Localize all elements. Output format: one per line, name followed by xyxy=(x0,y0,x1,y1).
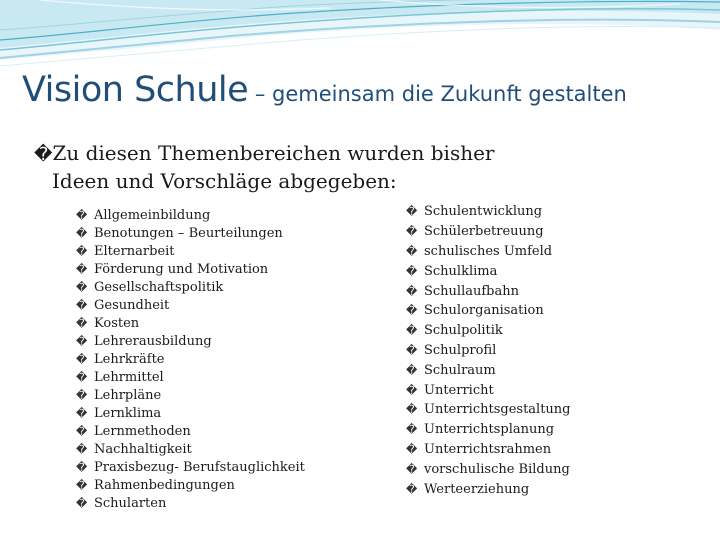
list-item-label: Allgemeinbildung xyxy=(94,207,211,223)
list-item-label: Lehrerausbildung xyxy=(94,333,212,349)
slide-title xyxy=(22,70,627,110)
list-item xyxy=(76,422,305,440)
list-item xyxy=(406,420,571,440)
bullet-icon: � xyxy=(406,304,418,318)
list-item xyxy=(76,386,305,404)
lead-line-1: Zu diesen Themenbereichen wurden bisher xyxy=(52,141,495,165)
bullet-icon: � xyxy=(406,343,418,357)
list-item xyxy=(406,281,571,301)
bullet-icon: � xyxy=(406,442,418,456)
list-item-label: Schulentwicklung xyxy=(424,204,543,220)
bullet-icon: � xyxy=(76,406,88,420)
list-item xyxy=(406,261,571,281)
list-item-label: Werteerziehung xyxy=(424,481,530,497)
list-item xyxy=(76,368,305,386)
list-item-label: Gesundheit xyxy=(94,297,170,313)
list-item-label: schulisches Umfeld xyxy=(424,243,553,259)
list-item-label: Lehrkräfte xyxy=(94,351,165,367)
list-item xyxy=(76,296,305,314)
list-item-label: Lernklima xyxy=(94,405,162,421)
list-item-label: Schulprofil xyxy=(424,342,497,358)
bullet-icon: � xyxy=(406,244,418,258)
list-item-label: Schulraum xyxy=(424,362,496,378)
bullet-icon: � xyxy=(34,144,53,165)
bullet-icon: � xyxy=(406,284,418,298)
bullet-icon: � xyxy=(406,482,418,496)
lead-paragraph xyxy=(34,140,634,194)
bullet-icon: � xyxy=(76,208,88,222)
list-item-label: Unterrichtsgestaltung xyxy=(424,402,571,418)
bullet-icon: � xyxy=(406,383,418,397)
list-item xyxy=(76,242,305,260)
list-item xyxy=(406,242,571,262)
list-item xyxy=(406,202,571,222)
list-item-label: Schulklima xyxy=(424,263,498,279)
bullet-icon: � xyxy=(76,262,88,276)
list-item-label: Schulorganisation xyxy=(424,303,544,319)
list-item-label: Schulpolitik xyxy=(424,323,503,339)
bullet-icon: � xyxy=(76,424,88,438)
list-item-label: Gesellschaftspolitik xyxy=(94,279,224,295)
bullet-icon: � xyxy=(76,334,88,348)
bullet-icon: � xyxy=(76,316,88,330)
list-item-label: Praxisbezug- Berufstauglichkeit xyxy=(94,459,305,475)
list-item-label: Elternarbeit xyxy=(94,243,175,259)
bullet-icon: � xyxy=(406,363,418,377)
list-item xyxy=(76,458,305,476)
list-item xyxy=(76,224,305,242)
list-item xyxy=(76,350,305,368)
bullet-icon: � xyxy=(76,442,88,456)
topic-list-right xyxy=(406,202,571,499)
bullet-icon: � xyxy=(406,205,418,219)
bullet-icon: � xyxy=(406,423,418,437)
list-item-label: Unterricht xyxy=(424,382,494,398)
bullet-icon: � xyxy=(406,324,418,338)
list-item xyxy=(406,222,571,242)
bullet-icon: � xyxy=(406,403,418,417)
title-subtitle: – gemeinsam die Zukunft gestalten xyxy=(248,82,627,106)
list-item-label: Schülerbetreuung xyxy=(424,224,544,240)
list-item xyxy=(76,260,305,278)
bullet-icon: � xyxy=(76,226,88,240)
list-item xyxy=(406,459,571,479)
list-item xyxy=(76,278,305,296)
list-item-label: Nachhaltigkeit xyxy=(94,441,192,457)
lead-line-2: Ideen und Vorschläge abgegeben: xyxy=(52,169,397,193)
bullet-icon: � xyxy=(76,280,88,294)
list-item-label: Schularten xyxy=(94,495,167,511)
bullet-icon: � xyxy=(76,388,88,402)
bullet-icon: � xyxy=(76,244,88,258)
bullet-icon: � xyxy=(406,225,418,239)
title-main: Vision Schule xyxy=(22,70,249,110)
list-item xyxy=(76,440,305,458)
bullet-icon: � xyxy=(406,264,418,278)
list-item xyxy=(76,314,305,332)
list-item xyxy=(76,332,305,350)
bullet-icon: � xyxy=(76,496,88,510)
list-item-label: vorschulische Bildung xyxy=(424,461,570,477)
list-item xyxy=(406,400,571,420)
bullet-icon: � xyxy=(76,460,88,474)
list-item-label: Lehrpläne xyxy=(94,387,162,403)
list-item-label: Schullaufbahn xyxy=(424,283,519,299)
list-item xyxy=(406,360,571,380)
list-item-label: Unterrichtsrahmen xyxy=(424,441,552,457)
topic-list-left xyxy=(76,206,305,512)
list-item xyxy=(76,404,305,422)
list-item xyxy=(76,476,305,494)
list-item-label: Lehrmittel xyxy=(94,369,164,385)
bullet-icon: � xyxy=(76,352,88,366)
bullet-icon: � xyxy=(76,478,88,492)
bullet-icon: � xyxy=(76,298,88,312)
list-item xyxy=(76,494,305,512)
list-item xyxy=(406,301,571,321)
list-item-label: Lernmethoden xyxy=(94,423,191,439)
list-item xyxy=(406,479,571,499)
bullet-icon: � xyxy=(76,370,88,384)
list-item-label: Kosten xyxy=(94,315,140,331)
bullet-icon: � xyxy=(406,462,418,476)
list-item xyxy=(406,440,571,460)
list-item-label: Benotungen – Beurteilungen xyxy=(94,225,283,241)
list-item xyxy=(406,341,571,361)
list-item-label: Rahmenbedingungen xyxy=(94,477,235,493)
list-item-label: Förderung und Motivation xyxy=(94,261,269,277)
list-item xyxy=(406,380,571,400)
list-item xyxy=(76,206,305,224)
list-item-label: Unterrichtsplanung xyxy=(424,422,555,438)
list-item xyxy=(406,321,571,341)
